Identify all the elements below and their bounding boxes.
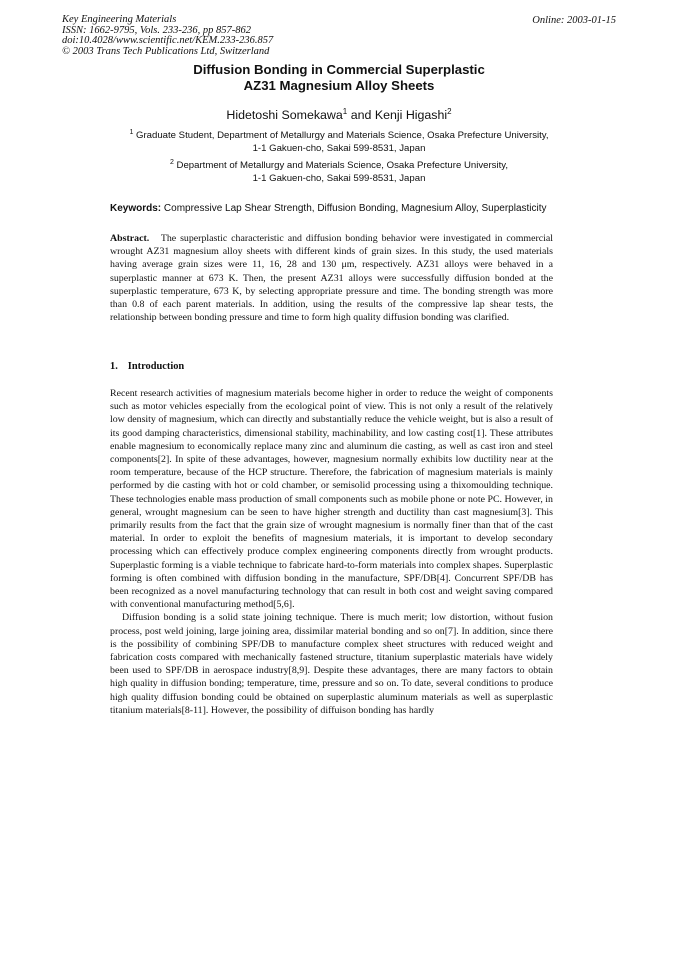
keywords-text: Compressive Lap Shear Strength, Diffusion Bonding, Magnesium Alloy, Superplasticity [163, 203, 547, 214]
affiliation-2 [0, 157, 678, 185]
abstract-text: The superplastic characteristic and diffusion bonding behavior were investigated in commercial wrought AZ31 magnesium alloy sheets with different kinds of grain sizes. In this study, the used materials having average grain sizes were 11, 16, 28 and 130 μm, respectively. AZ31 alloys were behaved in a superplastic manner at 673 K. Then, the present AZ31 alloys were successfully diffusion bonded at the superplastic temperature, 673 K, by selecting appropriate pressure and time. The bonding strength was more than 0.8 of each parent materials. In addition, using the results of the compressive lap shear tests, the relationship between bonding pressure and time to form high quality diffusion bonding was clarified. [110, 233, 553, 324]
keywords-label: Keywords: [110, 203, 162, 214]
abstract-label: Abstract. [110, 233, 150, 244]
author-2-affil-mark: 2 [447, 107, 452, 116]
affiliation-1-line-2: 1-1 Gakuen-cho, Sakai 599-8531, Japan [252, 142, 426, 154]
keywords [110, 203, 570, 214]
author-list [0, 107, 678, 122]
abstract [110, 232, 553, 324]
journal-name: Key Engineering Materials [62, 14, 177, 25]
affiliation-2-line-2: 1-1 Gakuen-cho, Sakai 599-8531, Japan [252, 172, 426, 184]
section-heading-introduction [110, 361, 184, 372]
section-number: 1. [110, 361, 118, 372]
affiliation-1-mark: 1 [129, 129, 134, 136]
copyright-line: © 2003 Trans Tech Publications Ltd, Switzerland [62, 45, 270, 57]
author-conjunction: and [350, 108, 372, 123]
author-1-affil-mark: 1 [342, 107, 348, 116]
title-line-1: Diffusion Bonding in Commercial Superplastic [193, 62, 485, 77]
doi-line: doi:10.4028/www.scientific.net/KEM.233-236.857 [62, 35, 274, 47]
paper-title [0, 62, 678, 94]
affiliation-2-mark: 2 [169, 159, 174, 166]
section-title: Introduction [127, 361, 185, 372]
journal-header [62, 15, 273, 57]
intro-paragraph-1: Recent research activities of magnesium materials become higher in order to reduce the weight of components such as motor vehicles especially from the ecological point of view. This is not only a result of the relatively low density of magnesium, which can directly and substantially reduce the vehicle weight, but is also a result of its good damping characteristics, dimensional stability, machinability, and low casting cost[1]. These attributes enable magnesium to economically replace many zinc and aluminum die casting, as well as cast iron and steel components[2]. In spite of these advantages, however, magnesium normally exhibits low ductility near at the room temperature, because of the HCP structure. Therefore, the fabrication of magnesium materials is mainly performed by die casting with hot or cold chamber, or semisolid processing using a thixomoulding technique. These technologies enable mass production of small components such as mobile phone or note PC. However, in general, wrought magnesium can be seen to have higher strength and ductility than cast magnesium[3]. This primarily results from the fact that the grain size of wrought magnesium is normally finer than that of the cast material. In order to exploit the benefits of magnesium materials, it is important to develop secondary processing which can effectively produce complex engineering components directly from wrought products. Superplastic forming is a viable technique to fabricate hard-to-form materials into complex shapes. Superplastic forming is often combined with diffusion bonding in the manufacture, SPF/DB[4]. Concurrent SPF/DB has been recognized as a novel manufacturing technology that can result in both cost and weight saving compared with conventional manufacturing method[5,6]. [110, 388, 553, 611]
introduction-body [110, 387, 553, 717]
title-line-2: AZ31 Magnesium Alloy Sheets [243, 78, 435, 93]
affiliation-1-line-1: Graduate Student, Department of Metallurgy and Materials Science, Osaka Prefecture University, [136, 130, 549, 142]
author-2: Kenji Higashi [374, 108, 448, 123]
author-1: Hidetoshi Somekawa [226, 108, 343, 123]
intro-paragraph-2: Diffusion bonding is a solid state joining technique. There is much merit; low distortion, without fusion process, post weld joining, large joining area, dissimilar material bonding and so on[7]. In addition, since there is the possibility of combining SPF/DB to manufacture complex sheet structures with reduced weight and fabrication costs compared with mechanically fastened structure, titanium superplastic materials have widely been used to SPF/DB in aerospace industry[8,9]. Despite these advantages, there are many factors to obtain high quality in diffusion bonding; temperature, time, pressure and so on. To date, several conditions to produce high quality diffusion bonding could be obtained on superplastic aluminum materials as well as superplastic titanium materials[8-11]. However, the possibility of diffuison bonding has hardly [110, 612, 553, 716]
affiliation-2-line-1: Department of Metallurgy and Materials Science, Osaka Prefecture University, [176, 160, 509, 172]
affiliation-1 [0, 127, 678, 155]
issn-line: ISSN: 1662-9795, Vols. 233-236, pp 857-862 [62, 24, 251, 36]
online-date: Online: 2003-01-15 [532, 15, 616, 26]
